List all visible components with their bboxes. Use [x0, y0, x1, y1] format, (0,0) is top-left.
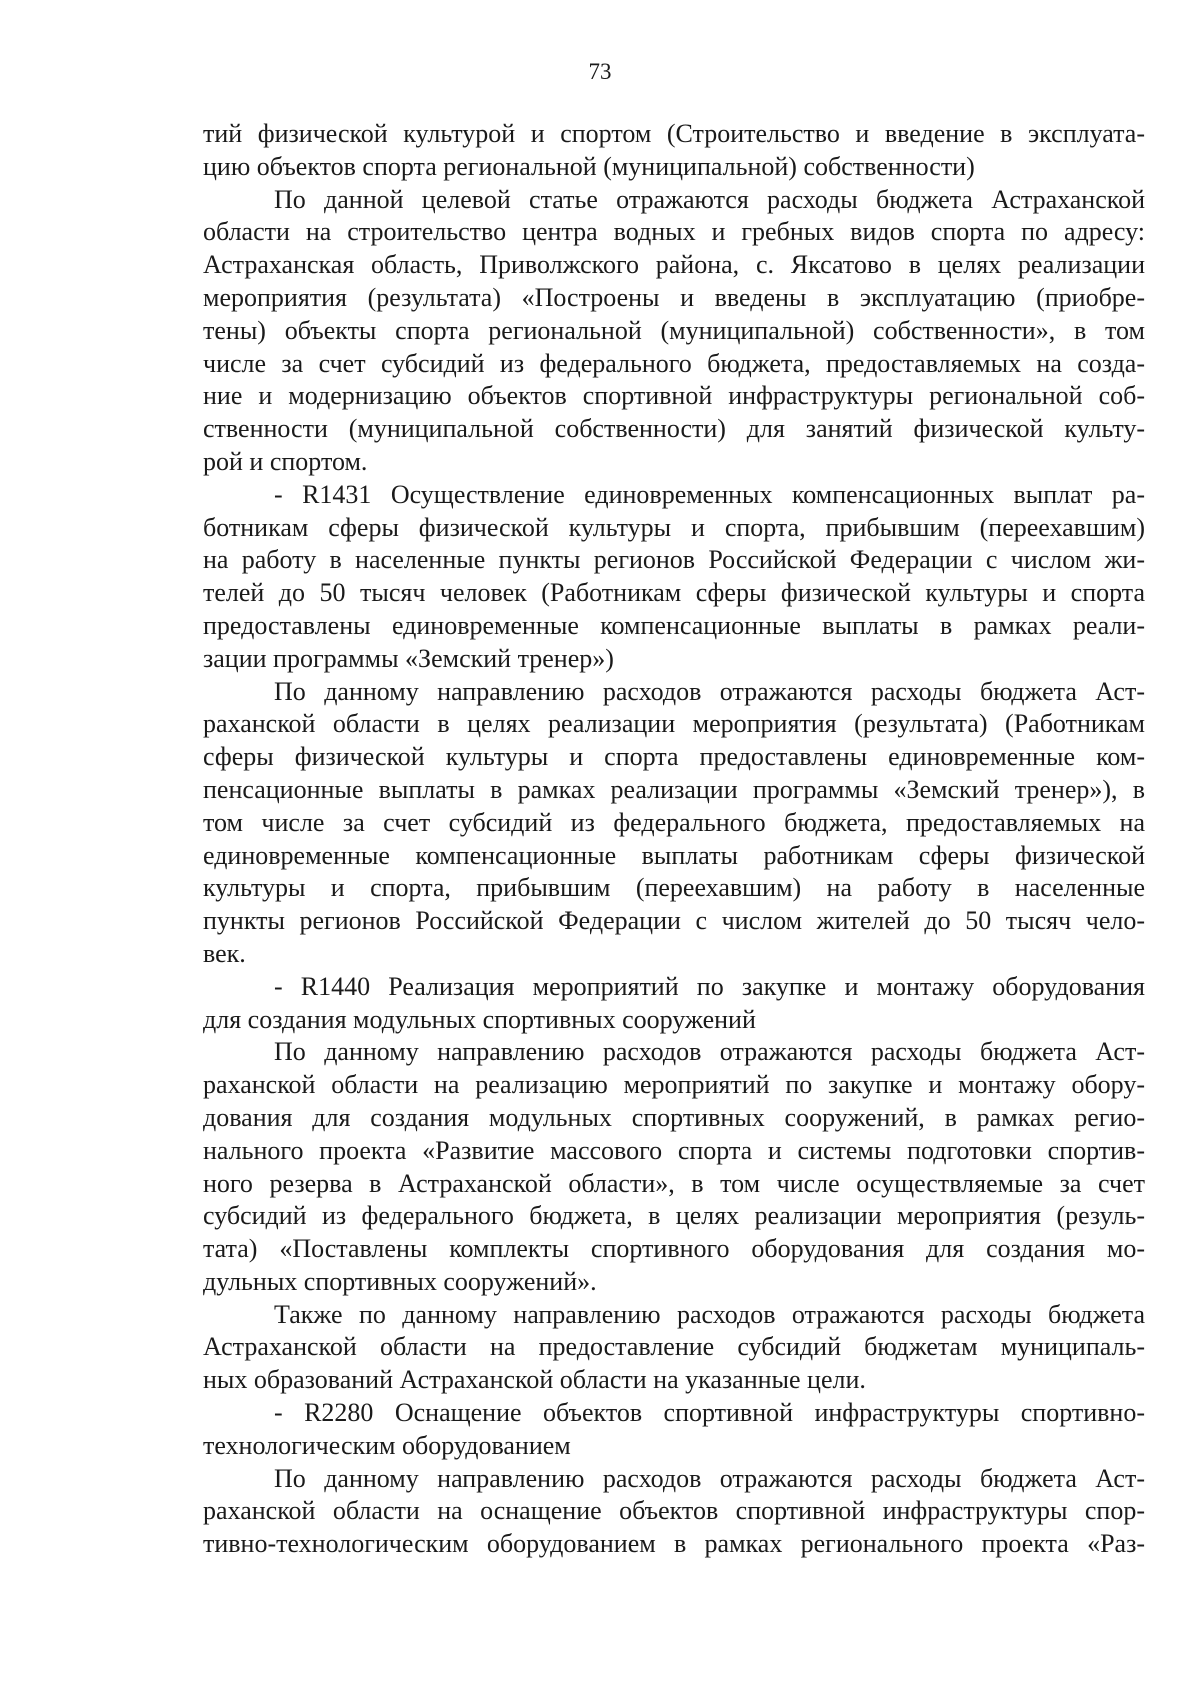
- text-line: единовременные компенсационные выплаты работникам сферы физической: [203, 840, 1145, 870]
- text-line: Астраханская область, Приволжского района, с. Яксатово в целях реализации: [203, 250, 1145, 280]
- text-line: цию объектов спорта региональной (муниципальной) собственности): [203, 151, 975, 181]
- text-line: ственности (муниципальной собственности) для занятий физической культу-: [203, 414, 1145, 444]
- text-line: век.: [203, 938, 246, 968]
- text-line: ных образований Астраханской области на указанные цели.: [203, 1365, 866, 1395]
- text-line: раханской области на оснащение объектов спортивной инфраструктуры спор-: [203, 1496, 1145, 1526]
- text-line: По данному направлению расходов отражаются расходы бюджета Аст-: [274, 676, 1145, 706]
- text-line: области на строительство центра водных и гребных видов спорта по адресу:: [203, 217, 1145, 247]
- text-line: - R1431 Осуществление единовременных компенсационных выплат ра-: [274, 479, 1145, 509]
- text-line: По данной целевой статье отражаются расходы бюджета Астраханской: [274, 184, 1145, 214]
- text-line: для создания модульных спортивных сооружений: [203, 1004, 756, 1034]
- text-line: тий физической культурой и спортом (Строительство и введение в эксплуата-: [203, 119, 1145, 148]
- text-line: тата) «Поставлены комплекты спортивного оборудования для создания мо-: [203, 1234, 1145, 1264]
- text-line: культуры и спорта, прибывшим (переехавшим) на работу в населенные: [203, 873, 1145, 903]
- text-line: пункты регионов Российской Федерации с числом жителей до 50 тысяч чело-: [203, 906, 1145, 936]
- document-body: [203, 118, 1145, 1561]
- text-line: телей до 50 тысяч человек (Работникам сферы физической культуры и спорта: [203, 578, 1145, 608]
- text-line: раханской области в целях реализации мероприятия (результата) (Работникам: [203, 709, 1145, 739]
- text-line: - R1440 Реализация мероприятий по закупке и монтажу оборудования: [274, 971, 1145, 1001]
- text-line: По данному направлению расходов отражаются расходы бюджета Аст-: [274, 1463, 1145, 1493]
- text-line: сферы физической культуры и спорта предоставлены единовременные ком-: [203, 742, 1145, 772]
- text-line: дования для создания модульных спортивных сооружений, в рамках регио-: [203, 1102, 1145, 1132]
- text-line: числе за счет субсидий из федерального бюджета, предоставляемых на созда-: [203, 348, 1145, 378]
- text-line: на работу в населенные пункты регионов Российской Федерации с числом жи-: [203, 545, 1145, 575]
- text-line: раханской области на реализацию мероприятий по закупке и монтажу обору-: [203, 1070, 1145, 1100]
- text-line: - R2280 Оснащение объектов спортивной инфраструктуры спортивно-: [274, 1398, 1145, 1428]
- text-line: рой и спортом.: [203, 446, 368, 476]
- text-line: тены) объекты спорта региональной (муниципальной) собственности», в том: [203, 315, 1145, 345]
- text-line: тивно-технологическим оборудованием в рамках регионального проекта «Раз-: [203, 1529, 1145, 1559]
- text-line: технологическим оборудованием: [203, 1430, 571, 1460]
- text-line: Астраханской области на предоставление субсидий бюджетам муниципаль-: [203, 1332, 1145, 1362]
- text-line: предоставлены единовременные компенсационные выплаты в рамках реали-: [203, 610, 1145, 640]
- text-line: субсидий из федерального бюджета, в целях реализации мероприятия (резуль-: [203, 1201, 1145, 1231]
- text-line: мероприятия (результата) «Построены и введены в эксплуатацию (приобре-: [203, 282, 1145, 312]
- text-line: ботникам сферы физической культуры и спорта, прибывшим (переехавшим): [203, 512, 1145, 542]
- text-line: том числе за счет субсидий из федерального бюджета, предоставляемых на: [203, 807, 1145, 837]
- text-line: дульных спортивных сооружений».: [203, 1266, 597, 1296]
- text-line: зации программы «Земский тренер»): [203, 643, 614, 673]
- text-line: Также по данному направлению расходов отражаются расходы бюджета: [274, 1299, 1145, 1329]
- page-number: 73: [588, 59, 612, 84]
- text-line: По данному направлению расходов отражаются расходы бюджета Аст-: [274, 1037, 1145, 1067]
- text-line: ного резерва в Астраханской области», в том числе осуществляемые за счет: [203, 1168, 1145, 1198]
- text-line: нального проекта «Развитие массового спорта и системы подготовки спортив-: [203, 1135, 1145, 1165]
- text-line: пенсационные выплаты в рамках реализации программы «Земский тренер»), в: [203, 774, 1145, 804]
- text-line: ние и модернизацию объектов спортивной инфраструктуры региональной соб-: [203, 381, 1145, 411]
